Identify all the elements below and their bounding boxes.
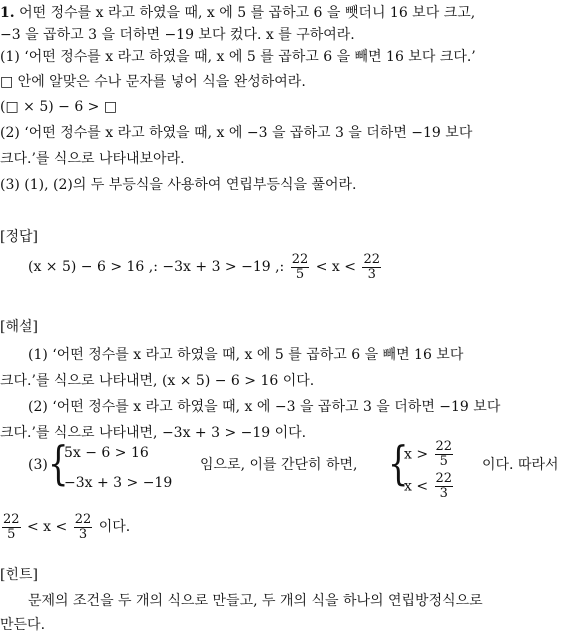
answer-heading: [정답] bbox=[0, 229, 38, 245]
explanation-p1-line2: 크다.’를 식으로 나타내면, (x × 5) − 6 > 16 이다. bbox=[0, 373, 315, 389]
question-1-template: (□ × 5) − 6 > □ bbox=[0, 99, 118, 115]
explanation-heading: [해설] bbox=[0, 319, 38, 335]
question-2-line2: 크다.’를 식으로 나타내보아라. bbox=[0, 151, 185, 167]
hint-heading: [힌트] bbox=[0, 567, 38, 583]
question-2-line1: (2) ‘어떤 정수를 x 라고 하였을 때, x 에 −3 을 곱하고 3 을 더하면 −19 보다 bbox=[0, 125, 473, 141]
system-2-eq-b: x < $\frac{22}{3}$ bbox=[404, 471, 453, 501]
explanation-p3-label: (3) bbox=[28, 457, 48, 473]
explanation-p3-mid: 임으로, 이를 간단히 하면, bbox=[200, 457, 358, 473]
problem-stem-line1: 1. 어떤 정수를 x 라고 하였을 때, x 에 5 를 곱하고 6 을 뺏더니 16 보다 크고, bbox=[0, 5, 476, 21]
system-2-eq-a: x > $\frac{22}{5}$ bbox=[404, 439, 453, 469]
system-1-eq-a: 5x − 6 > 16 bbox=[64, 445, 149, 461]
question-3: (3) (1), (2)의 두 부등식을 사용하여 연립부등식을 풀어라. bbox=[0, 177, 357, 193]
problem-number: 1. bbox=[0, 5, 15, 21]
system-1-brace: { bbox=[48, 436, 69, 490]
explanation-p2-line1: (2) ‘어떤 정수를 x 라고 하였을 때, x 에 −3 을 곱하고 3 을 더하면 −19 보다 bbox=[28, 399, 501, 415]
system-1-eq-b: −3x + 3 > −19 bbox=[64, 475, 173, 491]
hint-line2: 만든다. bbox=[0, 617, 46, 633]
answer-fraction-1: $\frac{22}{5}$ bbox=[291, 251, 309, 282]
explanation-p2-line2: 크다.’를 식으로 나타내면, −3x + 3 > −19 이다. bbox=[0, 425, 307, 441]
answer-line: (x × 5) − 6 > 16 ,: −3x + 3 > −19 ,: $\frac{22}{5}$ < x < $\frac{22}{3}$ bbox=[28, 251, 380, 282]
question-1-line2: □ 안에 알맞은 수나 문자를 넣어 식을 완성하여라. bbox=[0, 74, 306, 90]
hint-line1: 문제의 조건을 두 개의 식으로 만들고, 두 개의 식을 하나의 연립방정식으로 bbox=[28, 593, 483, 609]
explanation-p1-line1: (1) ‘어떤 정수를 x 라고 하였을 때, x 에 5 를 곱하고 6 을 빼면 16 보다 bbox=[28, 347, 464, 363]
answer-fraction-2: $\frac{22}{3}$ bbox=[363, 251, 380, 282]
system-2-brace: { bbox=[388, 436, 409, 490]
problem-stem-line2: −3 을 곱하고 3 을 더하면 −19 보다 컸다. x 를 구하여라. bbox=[0, 27, 355, 43]
question-1-line1: (1) ‘어떤 정수를 x 라고 하였을 때, x 에 5 를 곱하고 6 을 빼면 16 보다 크다.’ bbox=[0, 49, 476, 65]
explanation-final: $\frac{22}{5}$ < x < $\frac{22}{3}$ 이다. bbox=[3, 511, 131, 542]
explanation-p3-end: 이다. 따라서 bbox=[482, 457, 559, 473]
